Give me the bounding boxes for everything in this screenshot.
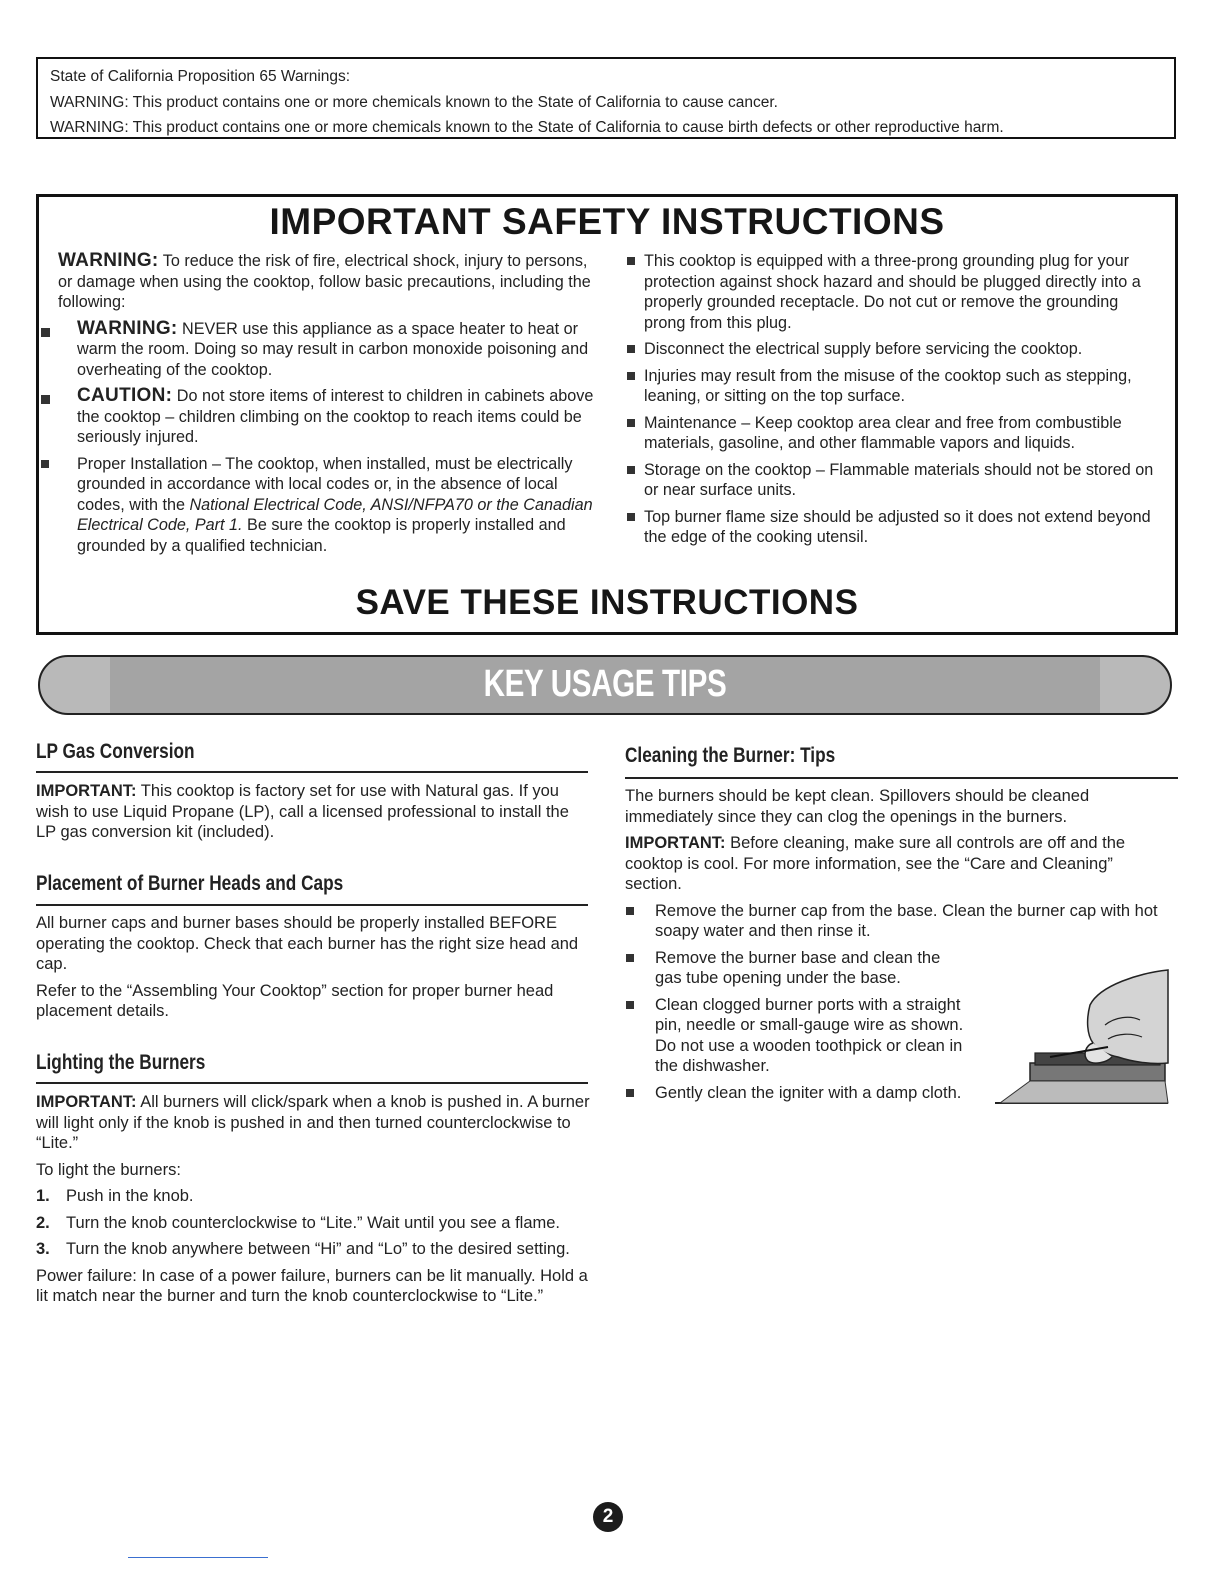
bullet-icon bbox=[627, 345, 635, 353]
prop65-warning-box bbox=[36, 57, 1176, 139]
safety-title: IMPORTANT SAFETY INSTRUCTIONS bbox=[269, 201, 945, 242]
key-usage-tips-banner bbox=[38, 655, 1172, 715]
step-number: 2. bbox=[36, 1213, 50, 1232]
list-item bbox=[624, 366, 1159, 407]
bullet-icon bbox=[627, 466, 635, 474]
lp-gas-body bbox=[36, 781, 591, 849]
section-divider bbox=[625, 777, 1178, 779]
warning-lead: WARNING: bbox=[77, 317, 178, 339]
safety-left-column bbox=[58, 251, 598, 562]
step-text: Turn the knob anywhere between “Hi” and “Lo” to the desired setting. bbox=[66, 1240, 570, 1258]
caution-lead: CAUTION: bbox=[77, 385, 173, 406]
list-item-text: Remove the burner cap from the base. Clean the burner cap with hot soapy water and then rinse it. bbox=[655, 901, 1158, 940]
placement-heading: Placement of Burner Heads and Caps bbox=[36, 872, 344, 895]
list-item bbox=[624, 507, 1159, 548]
prop65-heading: State of California Proposition 65 Warnings: bbox=[50, 68, 351, 85]
section-divider bbox=[36, 1082, 588, 1084]
installation-code-reference: National Electrical Code, ANSI/NFPA70 or the Canadian Electrical Code, Part 1. bbox=[77, 495, 593, 534]
list-item bbox=[624, 251, 1159, 333]
step-number: 1. bbox=[36, 1187, 50, 1205]
lighting-important-text: All burners will click/spark when a knob is pushed in. A burner will light only if the knob is pushed in and then turned counterclockwise to “Lite.” bbox=[36, 1093, 590, 1152]
list-item bbox=[624, 460, 1159, 501]
list-item-text: Remove the burner base and clean the gas tube opening under the base. bbox=[655, 948, 941, 987]
important-label: IMPORTANT: bbox=[625, 834, 726, 852]
footer-rule bbox=[128, 1557, 268, 1558]
cleaning-heading: Cleaning the Burner: Tips bbox=[625, 744, 836, 767]
placement-body bbox=[36, 913, 591, 1028]
list-item-text: Disconnect the electrical supply before servicing the cooktop. bbox=[644, 340, 1083, 358]
lp-gas-paragraph bbox=[36, 781, 591, 843]
list-item-text: Gently clean the igniter with a damp cloth. bbox=[655, 1083, 962, 1102]
list-item-text: Maintenance – Keep cooktop area clear and free from combustible materials, gasoline, and other flammable vapors and liquids. bbox=[644, 413, 1122, 452]
safety-right-column bbox=[624, 251, 1159, 554]
bullet-icon bbox=[41, 395, 50, 404]
safety-right-list bbox=[624, 251, 1159, 548]
important-label: IMPORTANT: bbox=[36, 782, 137, 800]
placement-paragraph-2: Refer to the “Assembling Your Cooktop” section for proper burner head placement details. bbox=[36, 981, 554, 1020]
list-item-text: Top burner flame size should be adjusted so it does not extend beyond the edge of the cooking utensil. bbox=[644, 507, 1151, 546]
step-item bbox=[36, 1239, 591, 1260]
intro-warning-lead: WARNING: bbox=[58, 250, 159, 271]
list-item bbox=[625, 995, 965, 1077]
step-number: 3. bbox=[36, 1240, 50, 1258]
bullet-icon bbox=[627, 513, 635, 521]
lp-gas-heading: LP Gas Conversion bbox=[36, 740, 195, 763]
installation-text-a: Proper Installation – The cooktop, when installed, must be electrically grounded in accordance with local codes or, in the absence of local codes, with the bbox=[77, 454, 573, 514]
bullet-icon bbox=[626, 1089, 634, 1097]
bullet-icon bbox=[41, 460, 49, 468]
placement-paragraph-1: All burner caps and burner bases should be properly installed BEFORE operating the cooktop. Check that each burner has the right size head and cap. bbox=[36, 914, 579, 973]
prop65-cancer-warning: WARNING: This product contains one or more chemicals known to the State of California to cause cancer. bbox=[50, 93, 778, 111]
lighting-body bbox=[36, 1092, 591, 1313]
page-number-badge: 2 bbox=[593, 1502, 623, 1532]
list-item bbox=[39, 454, 598, 557]
list-item-text: Clean clogged burner ports with a straight pin, needle or small-gauge wire as shown. Do not use a wooden toothpick or clean in the dishwasher. bbox=[655, 995, 964, 1075]
bullet-icon bbox=[626, 954, 634, 962]
lighting-important-paragraph bbox=[36, 1092, 591, 1154]
bullet-icon bbox=[41, 328, 50, 337]
burner-cleaning-illustration bbox=[990, 965, 1170, 1110]
caution-text: Do not store items of interest to children in cabinets above the cooktop – children climbing on the cooktop to reach items could be seriously injured. bbox=[77, 387, 594, 446]
power-failure-paragraph: Power failure: In case of a power failure, burners can be lit manually. Hold a lit match near the burner and turn the knob counterclockwise to “Lite.” bbox=[36, 1266, 588, 1305]
safety-left-list bbox=[39, 319, 598, 557]
step-text: Turn the knob counterclockwise to “Lite.” Wait until you see a flame. bbox=[66, 1213, 561, 1232]
banner-title: KEY USAGE TIPS bbox=[483, 663, 727, 705]
bullet-icon bbox=[626, 1001, 634, 1009]
step-item bbox=[36, 1186, 591, 1207]
cleaning-paragraph-1: The burners should be kept clean. Spillovers should be cleaned immediately since they can clog the openings in the burners. bbox=[625, 787, 1090, 826]
list-item-text: This cooktop is equipped with a three-prong grounding plug for your protection against shock hazard and should be plugged directly into a properly grounded receptacle. Do not cut or remove the grounding prong from this plug. bbox=[644, 252, 1141, 332]
list-item bbox=[39, 386, 598, 448]
list-item bbox=[625, 1083, 965, 1104]
bullet-icon bbox=[627, 419, 635, 427]
important-label: IMPORTANT: bbox=[36, 1093, 137, 1111]
cleaning-important-text: Before cleaning, make sure all controls are off and the cooktop is cool. For more information, see the “Care and Cleaning” section. bbox=[625, 834, 1126, 893]
bullet-icon bbox=[626, 907, 634, 915]
bullet-icon bbox=[627, 257, 635, 265]
section-divider bbox=[36, 904, 588, 906]
list-item bbox=[625, 948, 955, 989]
step-text: Push in the knob. bbox=[66, 1187, 194, 1205]
step-item bbox=[36, 1213, 591, 1234]
section-divider bbox=[36, 771, 588, 773]
list-item bbox=[39, 319, 598, 381]
list-item bbox=[624, 413, 1159, 454]
to-light-label: To light the burners: bbox=[36, 1160, 181, 1179]
lp-gas-text: This cooktop is factory set for use with Natural gas. If you wish to use Liquid Propane (LP), call a licensed professional to install the LP gas conversion kit (included). bbox=[36, 782, 569, 841]
list-item-text: Storage on the cooktop – Flammable materials should not be stored on or near surface units. bbox=[644, 460, 1154, 499]
intro-text: To reduce the risk of fire, electrical shock, injury to persons, or damage when using the cooktop, follow basic precautions, including the following: bbox=[58, 252, 591, 311]
save-instructions-heading: SAVE THESE INSTRUCTIONS bbox=[355, 583, 859, 622]
bullet-icon bbox=[627, 372, 635, 380]
lighting-heading: Lighting the Burners bbox=[36, 1051, 206, 1074]
list-item-text: Injuries may result from the misuse of the cooktop such as stepping, leaning, or sitting on the top surface. bbox=[644, 366, 1132, 405]
prop65-reproductive-warning: WARNING: This product contains one or more chemicals known to the State of California to cause birth defects or other reproductive harm. bbox=[50, 119, 1004, 136]
cleaning-paragraph-2 bbox=[625, 833, 1173, 895]
safety-instructions-box bbox=[36, 194, 1178, 635]
safety-intro bbox=[58, 251, 598, 313]
list-item bbox=[624, 339, 1159, 360]
lighting-steps bbox=[36, 1186, 591, 1260]
list-item bbox=[625, 901, 1173, 942]
installation-text-b: Be sure the cooktop is properly installed and grounded by a qualified technician. bbox=[77, 516, 566, 555]
warning-text: NEVER use this appliance as a space heater to heat or warm the room. Doing so may result in carbon monoxide poisoning and overheating of the cooktop. bbox=[77, 319, 589, 379]
